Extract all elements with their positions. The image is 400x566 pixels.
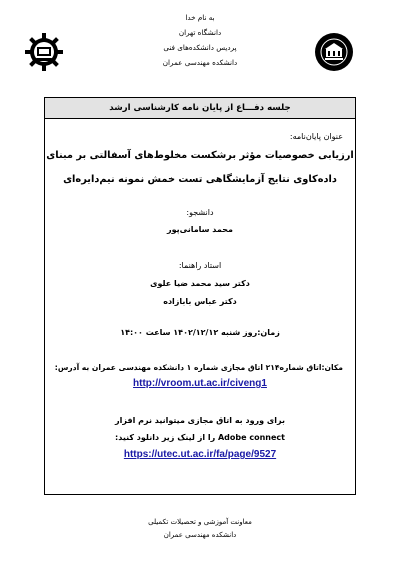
download-link[interactable]: https://utec.ut.ac.ir/fa/page/9527 [123,449,277,460]
letterhead [150,10,250,70]
footer [0,516,400,542]
software-line-1: برای ورود به اتاق مجازی میتوانید نرم افزار [115,416,285,425]
faculty-of-engineering-logo [24,32,64,72]
announcement-title: جلسه دفـــاع از پایان نامه کارشناسی ارشد [109,103,291,113]
defense-location: مکان:اتاق شماره۲۱۴ اتاق مجازی شماره ۱ دانشکده مهندسی عمران به آدرس: [54,363,343,372]
advisor-name-2: دکتر عباس بابازاده [163,297,237,306]
campus-name: پردیس دانشکده‌های فنی [163,43,237,52]
bismillah-line: به نام خدا [185,13,215,22]
software-line-2: Adobe connect را از لینک زیر دانلود کنید: [115,433,285,442]
announcement-title-bar [45,98,355,119]
announcement-box [44,97,356,495]
advisor-heading: استاد راهنما: [178,261,222,270]
thesis-title-line-2: داده‌کاوی نتایج آزمایشگاهی تست خمش نمونه نیم‌دایره‌ای [63,174,337,185]
thesis-title-line-1: ارزیابی خصوصیات مؤثر برشکست مخلوط‌های آسفالتی بر مبنای [46,150,354,161]
download-url-line [45,449,355,460]
student-heading: دانشجو: [186,208,214,217]
footer-office: معاونت آموزشی و تحصیلات تکمیلی [148,518,252,526]
defense-time: زمان:روز شنبه ۱۴۰۲/۱۲/۱۲ ساعت ۱۴:۰۰ [120,328,280,337]
advisor-name-1: دکتر سید محمد ضیا علوی [150,279,250,288]
faculty-name: دانشکده مهندسی عمران [162,58,238,67]
student-name: محمد سامانی‌پور [166,225,234,234]
university-name: دانشگاه تهران [178,28,222,37]
university-of-tehran-seal [314,32,354,72]
thesis-heading: عنوان پایان‌نامه: [289,132,343,141]
room-url-line [45,378,355,389]
room-link[interactable]: http://vroom.ut.ac.ir/civeng1 [133,378,267,389]
footer-faculty: دانشکده مهندسی عمران [163,531,237,539]
